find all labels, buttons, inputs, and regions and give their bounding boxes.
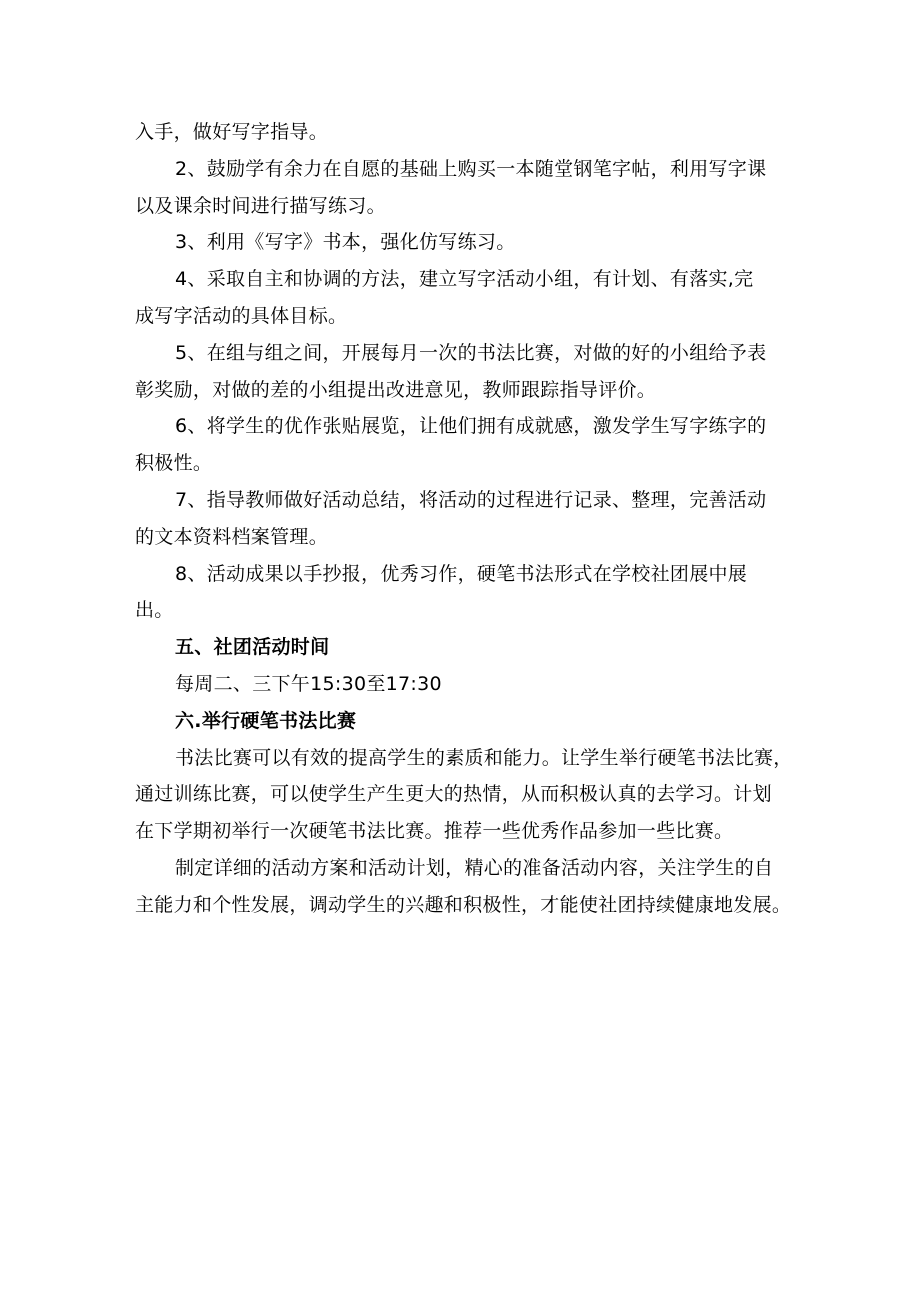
text-line: 每周二、三下午15:30至17:30 [175, 672, 442, 695]
text-line: 5、在组与组之间，开展每月一次的书法比赛，对做的好的小组给予表 [175, 341, 767, 364]
text-line: 书法比赛可以有效的提高学生的素质和能力。让学生举行硬笔书法比赛， [175, 746, 793, 769]
text-line: 主能力和个性发展，调动学生的兴趣和积极性，才能使社团持续健康地发展。 [135, 893, 792, 916]
text-line: 出。 [135, 599, 174, 622]
document-page [135, 114, 795, 924]
section-heading: 五、社团活动时间 [175, 636, 330, 659]
text-line: 积极性。 [135, 452, 213, 475]
text-line: 成写字活动的具体目标。 [135, 304, 348, 327]
text-line: 8、活动成果以手抄报，优秀习作，硬笔书法形式在学校社团展中展 [175, 562, 748, 585]
section-heading: 六.举行硬笔书法比赛 [175, 709, 357, 732]
text-line: 通过训练比赛，可以使学生产生更大的热情，从而积极认真的去学习。计划 [135, 783, 772, 806]
text-line: 3、利用《写字》书本，强化仿写练习。 [175, 231, 516, 254]
text-line: 以及课余时间进行描写练习。 [135, 194, 386, 217]
text-line: 彰奖励，对做的差的小组提出改进意见，教师跟踪指导评价。 [135, 378, 657, 401]
text-line: 制定详细的活动方案和活动计划，精心的准备活动内容，关注学生的自 [175, 856, 774, 879]
text-line: 2、鼓励学有余力在自愿的基础上购买一本随堂钢笔字帖，利用写字课 [175, 157, 767, 180]
text-line: 6、将学生的优作张贴展览，让他们拥有成就感，激发学生写字练字的 [175, 415, 767, 438]
text-line: 的文本资料档案管理。 [135, 525, 329, 548]
text-line: 7、指导教师做好活动总结，将活动的过程进行记录、整理，完善活动 [175, 488, 767, 511]
text-line: 在下学期初举行一次硬笔书法比赛。推荐一些优秀作品参加一些比赛。 [135, 820, 734, 843]
text-line: 入手，做好写字指导。 [135, 121, 329, 143]
text-line: 4、采取自主和协调的方法，建立写字活动小组，有计划、有落实,完 [175, 268, 754, 291]
